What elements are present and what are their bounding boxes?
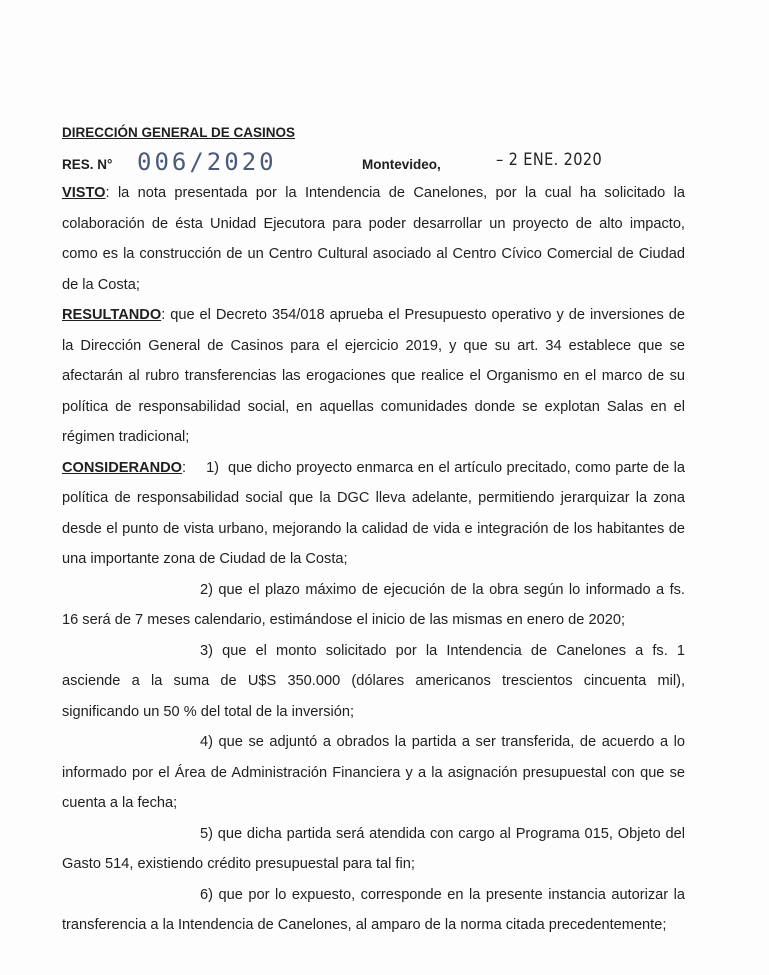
considerando-item-number: 3) <box>200 642 213 659</box>
considerando-item-number: 4) <box>200 734 213 750</box>
considerando-item-text: que el plazo máximo de ejecución de la obra según lo informado a fs. 16 será de 7 meses calendario, estimándose el inicio de las mismas en enero de 2020; <box>62 581 685 628</box>
considerando-item-6 <box>62 880 685 941</box>
considerando-item-text: que se adjuntó a obrados la partida a ser transferida, de acuerdo a lo informado por el Área de Administración Financiera y a la asignación presupuestal con que se cuenta a la fecha; <box>62 734 686 811</box>
considerando-item-number: 2) <box>200 581 213 598</box>
resultando-text: : que el Decreto 354/018 aprueba el Presupuesto operativo y de inversiones de la Dirección General de Casinos para el ejercicio 2019, y que su art. 34 establece que se afectarán al rubro transferencias las erogaciones que realice el Organismo en el marco de su política de responsabilidad social, en aquellas comunidades donde se explotan Salas en el régimen tradicional; <box>62 307 685 445</box>
resolution-number-stamp: 006/2020 <box>137 148 277 176</box>
resultando-label: RESULTANDO <box>62 307 162 323</box>
visto-paragraph <box>62 178 685 300</box>
considerando-item-3 <box>62 636 685 728</box>
considerando-item-5 <box>62 819 685 880</box>
considerando-colon: : <box>182 459 187 476</box>
visto-label: VISTO <box>62 185 106 201</box>
resolution-document <box>62 118 685 941</box>
resolution-date-stamp: – 2 ENE. 2020 <box>496 150 603 170</box>
visto-text: : la nota presentada por la Intendencia de Canelones, por la cual ha solicitado la colaboración de ésta Unidad Ejecutora para poder desarrollar un proyecto de alto impacto, como es la construcción de un Centro Cultural asociado al Centro Cívico Comercial de Ciudad de la Costa; <box>62 185 685 293</box>
considerando-item-number: 6) <box>200 886 213 903</box>
considerando-item-1 <box>62 453 685 575</box>
considerando-item-number: 5) <box>200 825 213 842</box>
considerando-item-text: que el monto solicitado por la Intendencia de Canelones a fs. 1 asciende a la suma de U$S 350.000 (dólares americanos trescientos cincuenta mil), significando un 50 % del total de la inversión; <box>62 642 685 720</box>
considerando-item-text: que dicha partida será atendida con cargo al Programa 015, Objeto del Gasto 514, existiendo crédito presupuestal para tal fin; <box>62 825 685 872</box>
considerando-item-4 <box>62 727 685 819</box>
resultando-paragraph <box>62 300 685 453</box>
resolution-number-label: RES. N° <box>62 157 113 172</box>
considerando-item-text: que dicho proyecto enmarca en el artículo precitado, como parte de la política de responsabilidad social que la DGC lleva adelante, permitiendo jerarquizar la zona desde el punto de vista urbano, mejorando la calidad de vida e integración de los habitantes de una importante zona de Ciudad de la Costa; <box>62 459 685 567</box>
resolution-line <box>62 148 685 178</box>
considerando-label: CONSIDERANDO <box>62 459 182 476</box>
considerando-item-number: 1) <box>206 459 220 476</box>
document-header-title: DIRECCIÓN GENERAL DE CASINOS <box>62 125 296 140</box>
resolution-city: Montevideo, <box>362 157 441 172</box>
considerando-item-text: que por lo expuesto, corresponde en la presente instancia autorizar la transferencia a la Intendencia de Canelones, al amparo de la norma citada precedentemente; <box>62 886 685 933</box>
considerando-item-2 <box>62 575 685 636</box>
